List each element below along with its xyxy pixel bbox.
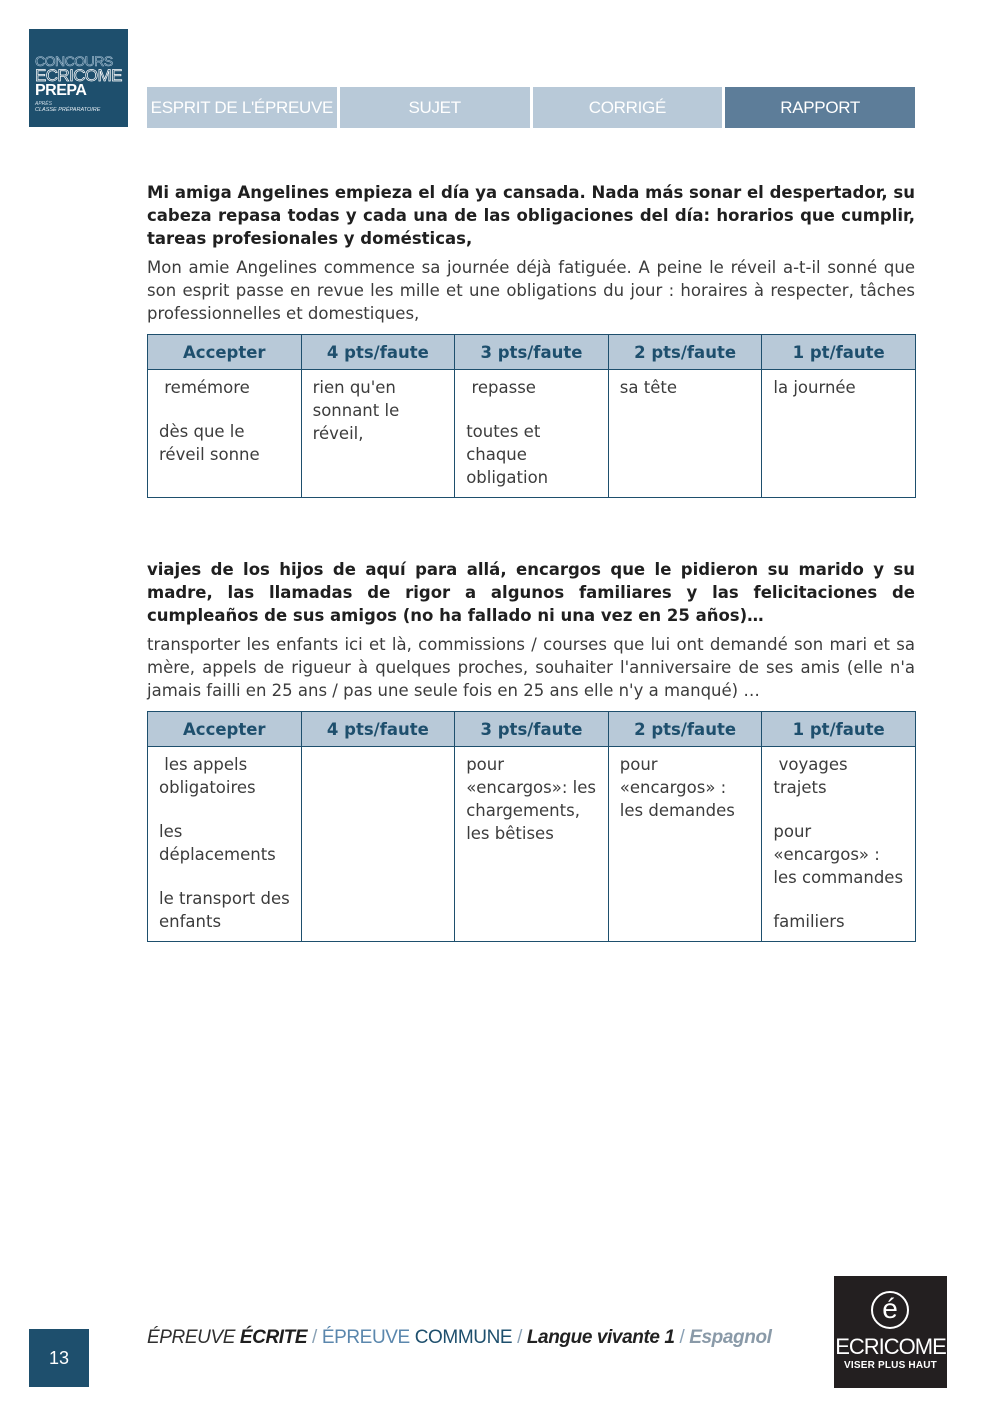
logo-line-apres: APRÈS — [35, 101, 52, 107]
logo-line-concours: CONCOURS — [35, 53, 113, 69]
header-2pts: 2 pts/faute — [608, 712, 762, 747]
concours-logo — [29, 29, 128, 127]
cell-text: les appels obligatoires — [159, 755, 256, 797]
french-translation-2: transporter les enfants ici et là, commissions / courses que lui ont demandé son mari et sa mère, appels de rigueur à quelques proches, souhaiter l'anniversaire de ses amis (elle n'a jamais failli en 25 ans / pas une seule fois en 25 ans elle n'y a manqué) … — [147, 635, 915, 700]
cell-1pt — [762, 370, 916, 498]
spanish-passage-1: Mi amiga Angelines empieza el día ya cansada. Nada más sonar el despertador, su cabeza repasa todas y cada una de las obligaciones del día: horarios que cumplir, tareas profesionales y domésticas, — [147, 183, 915, 248]
cell-text: dès que le réveil sonne — [159, 422, 260, 464]
header-accepter: Accepter — [148, 335, 302, 370]
footer-epreuve: ÉPREUVE — [147, 1327, 240, 1348]
table-row — [148, 370, 916, 498]
cell-2pts — [608, 747, 762, 942]
footer-separator: / — [307, 1327, 322, 1348]
cell-text: pour «encargos» : les commandes — [773, 822, 904, 887]
cell-text: rien qu'en sonnant le réveil, — [312, 378, 405, 443]
header-4pts: 4 pts/faute — [301, 335, 455, 370]
table-header-row — [148, 335, 916, 370]
cell-accepter — [148, 747, 302, 942]
footer-espagnol: Espagnol — [689, 1327, 772, 1348]
footer-epreuve-2: ÉPREUVE — [321, 1327, 415, 1348]
tab-sujet[interactable]: SUJET — [340, 87, 530, 128]
footer-langue: Langue vivante 1 — [526, 1327, 675, 1348]
cell-text: le transport des enfants — [159, 889, 295, 931]
logo-line-prepa: PREPA — [35, 82, 87, 99]
tab-rapport[interactable]: RAPPORT — [725, 87, 915, 128]
cell-1pt — [762, 747, 916, 942]
cell-4pts — [301, 747, 455, 942]
footer-commune: COMMUNE — [414, 1327, 513, 1348]
cell-text: sa tête — [619, 378, 677, 397]
cell-text: les déplacements — [159, 822, 276, 864]
ecricome-brand-logo — [834, 1276, 947, 1388]
header-3pts: 3 pts/faute — [455, 712, 609, 747]
cell-text: familiers — [773, 912, 845, 931]
section-tabs — [147, 87, 915, 128]
header-3pts: 3 pts/faute — [455, 335, 609, 370]
grading-table-1 — [147, 334, 916, 498]
header-4pts: 4 pts/faute — [301, 712, 455, 747]
cell-text: voyages trajets — [773, 755, 853, 797]
ecricome-e-icon: é — [871, 1291, 909, 1329]
footer-separator: / — [512, 1327, 527, 1348]
cell-4pts — [301, 370, 455, 498]
cell-2pts — [608, 370, 762, 498]
tab-corrige[interactable]: CORRIGÉ — [533, 87, 723, 128]
logo-line-ecricome: ECRICOME — [35, 66, 122, 85]
french-translation-1: Mon amie Angelines commence sa journée déjà fatiguée. A peine le réveil a-t-il sonné que son esprit passe en revue les mille et une obligations du jour : horaires à respecter, tâches professionnelles et domestiques, — [147, 258, 915, 323]
cell-text: repasse — [466, 378, 536, 397]
footer-ecrite: ÉCRITE — [239, 1327, 308, 1348]
header-2pts: 2 pts/faute — [608, 335, 762, 370]
cell-text: pour «encargos»: les chargements, les bêtises — [466, 755, 602, 843]
cell-3pts — [455, 747, 609, 942]
cell-text: toutes et chaque obligation — [466, 422, 549, 487]
footer-separator: / — [674, 1327, 690, 1348]
logo-line-classe: CLASSE PRÉPARATOIRE — [35, 107, 101, 113]
cell-text: la journée — [773, 378, 856, 397]
tab-esprit[interactable]: ESPRIT DE L'ÉPREUVE — [147, 87, 337, 128]
table-header-row — [148, 712, 916, 747]
cell-text: pour «encargos» : les demandes — [619, 755, 735, 820]
page-number: 13 — [29, 1329, 89, 1387]
table-row — [148, 747, 916, 942]
header-1pt: 1 pt/faute — [762, 335, 916, 370]
brand-name: ECRICOME — [835, 1334, 946, 1359]
spanish-passage-2: viajes de los hijos de aquí para allá, encargos que le pidieron su marido y su madre, las llamadas de rigor a algunos familiares y las felicitaciones de cumpleaños de sus amigos (no ha fallado ni una vez en 25 años)… — [147, 560, 915, 625]
grading-table-2 — [147, 711, 916, 942]
cell-3pts — [455, 370, 609, 498]
header-accepter: Accepter — [148, 712, 302, 747]
cell-text: remémore — [159, 378, 250, 397]
header-1pt: 1 pt/faute — [762, 712, 916, 747]
brand-tagline: VISER PLUS HAUT — [843, 1360, 937, 1371]
cell-accepter — [148, 370, 302, 498]
footer-title — [147, 1327, 772, 1349]
